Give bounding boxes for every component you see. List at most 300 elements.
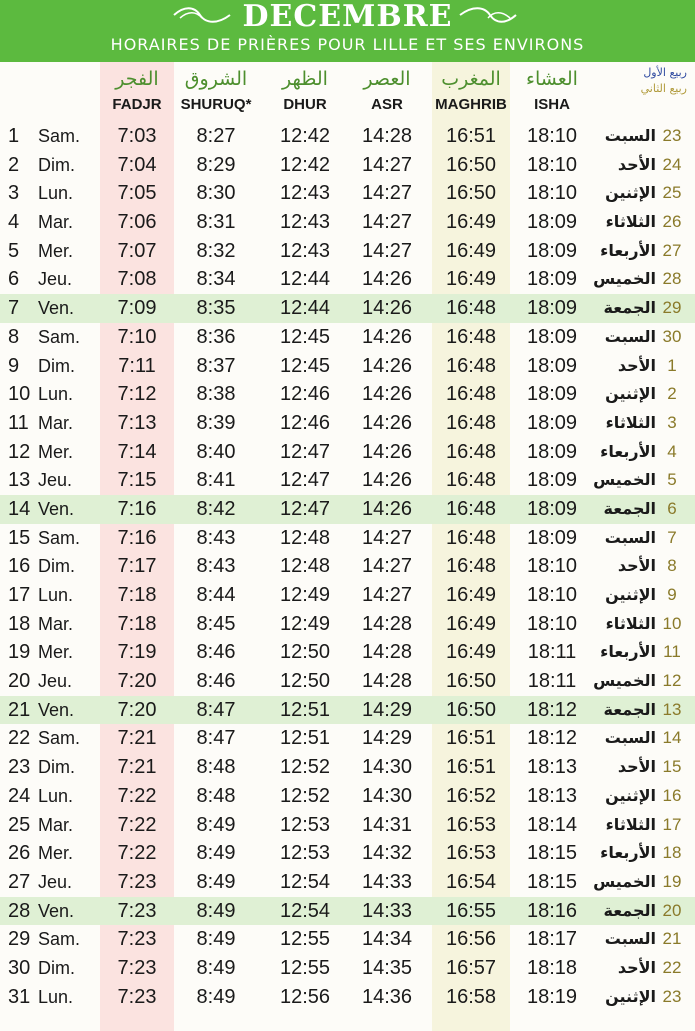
hijri-day: 25 — [662, 183, 682, 203]
maghrib-time: 16:57 — [445, 956, 497, 979]
maghrib-time: 16:48 — [445, 440, 497, 463]
hijri-day: 6 — [667, 498, 677, 518]
maghrib-time: 16:51 — [445, 125, 497, 147]
asr-time: 14:27 — [361, 239, 413, 262]
hijri-day: 27 — [662, 240, 682, 260]
maghrib-time: 16:50 — [445, 698, 497, 721]
shuruq-header: SHURUQ* — [180, 96, 252, 113]
maghrib-time: 16:50 — [445, 182, 497, 205]
asr-time: 14:31 — [361, 813, 413, 836]
shuruq-time: 8:27 — [196, 125, 236, 147]
shuruq-time: 8:49 — [196, 813, 236, 836]
maghrib-time: 16:53 — [445, 813, 497, 836]
fadjr-time: 7:23 — [117, 956, 157, 979]
weekday-arabic: الجمعة — [603, 699, 656, 719]
fadjr-time: 7:15 — [117, 469, 157, 492]
day-number: 20 — [8, 670, 31, 693]
fadjr-time: 7:23 — [117, 870, 157, 893]
fadjr-time: 7:17 — [117, 555, 157, 578]
hijri-day: 18 — [662, 843, 682, 863]
asr-time: 14:26 — [361, 383, 413, 406]
table-row — [0, 897, 695, 926]
dhur-time: 12:45 — [279, 325, 331, 348]
day-number: 17 — [8, 584, 31, 606]
table-row — [0, 294, 695, 323]
isha-time: 18:09 — [526, 268, 578, 291]
dhur-time: 12:43 — [279, 182, 331, 205]
weekday-arabic: الإثنين — [605, 585, 656, 604]
dhur-time: 12:51 — [279, 698, 331, 721]
hijri-day: 24 — [662, 154, 682, 174]
shuruq-header-ar: الشروق — [184, 68, 248, 90]
shuruq-time: 8:46 — [196, 670, 236, 693]
shuruq-time: 8:41 — [196, 469, 236, 492]
fadjr-time: 7:05 — [117, 182, 157, 205]
weekday: Mer. — [38, 642, 74, 663]
fadjr-time: 7:11 — [118, 354, 156, 377]
weekday: Mar. — [38, 212, 74, 233]
weekday: Jeu. — [38, 269, 73, 290]
table-row — [0, 753, 695, 782]
hijri-day: 11 — [663, 642, 681, 662]
asr-time: 14:36 — [361, 985, 413, 1008]
day-number: 3 — [8, 182, 20, 205]
maghrib-time: 16:53 — [445, 842, 497, 865]
dhur-time: 12:52 — [279, 784, 331, 807]
fadjr-time: 7:06 — [117, 211, 157, 234]
table-row — [0, 265, 695, 294]
dhur-time: 12:44 — [279, 268, 331, 291]
shuruq-time: 8:39 — [196, 411, 236, 434]
fadjr-time: 7:22 — [117, 784, 157, 807]
hijri-day: 15 — [662, 757, 682, 777]
dhur-time: 12:42 — [279, 153, 331, 176]
day-number: 6 — [8, 268, 20, 291]
weekday-arabic: الخميس — [593, 269, 656, 289]
day-number: 22 — [8, 727, 31, 750]
table-row — [0, 380, 695, 409]
hijri-day: 3 — [667, 412, 677, 432]
day-number: 26 — [8, 842, 31, 865]
dhur-time: 12:50 — [279, 641, 331, 664]
weekday: Jeu. — [38, 671, 73, 692]
header-banner — [0, 0, 695, 62]
weekday-arabic: الأربعاء — [600, 441, 656, 461]
isha-time: 18:09 — [526, 526, 578, 549]
fadjr-time: 7:20 — [117, 698, 157, 721]
weekday-arabic: الخميس — [593, 671, 656, 691]
shuruq-time: 8:35 — [196, 297, 236, 320]
dhur-time: 12:49 — [279, 584, 331, 606]
maghrib-time: 16:49 — [445, 268, 497, 291]
hijri-day: 5 — [667, 470, 677, 490]
dhur-header-ar: الظهر — [282, 68, 328, 90]
dhur-time: 12:50 — [279, 670, 331, 693]
asr-time: 14:26 — [361, 497, 413, 520]
fadjr-header: FADJR — [112, 96, 162, 113]
maghrib-time: 16:58 — [445, 985, 497, 1008]
weekday-arabic: الأحد — [617, 556, 656, 576]
month-title: DECEMBRE — [242, 0, 453, 34]
table-row — [0, 466, 695, 495]
table-row — [0, 438, 695, 467]
hijri-day: 23 — [662, 126, 682, 145]
weekday-arabic: الإثنين — [605, 183, 656, 203]
day-number: 1 — [8, 125, 20, 147]
maghrib-time: 16:49 — [445, 584, 497, 606]
fadjr-time: 7:16 — [117, 526, 157, 549]
day-number: 5 — [8, 239, 20, 262]
fadjr-time: 7:21 — [117, 756, 157, 779]
weekday: Ven. — [38, 900, 75, 921]
hijri-day: 14 — [662, 728, 682, 748]
maghrib-time: 16:48 — [445, 555, 497, 578]
fadjr-header-ar: الفجر — [115, 68, 159, 90]
day-number: 12 — [8, 440, 31, 463]
shuruq-time: 8:32 — [196, 239, 236, 262]
weekday: Lun. — [38, 585, 74, 605]
hijri-day: 22 — [662, 957, 682, 977]
dhur-time: 12:52 — [279, 756, 331, 779]
maghrib-time: 16:54 — [445, 870, 497, 893]
weekday-arabic: الخميس — [593, 470, 656, 490]
hijri-day: 17 — [662, 814, 682, 834]
shuruq-time: 8:43 — [196, 555, 236, 578]
dhur-time: 12:54 — [279, 870, 331, 893]
isha-time: 18:14 — [526, 813, 578, 836]
fadjr-time: 7:22 — [117, 842, 157, 865]
shuruq-time: 8:38 — [196, 383, 236, 406]
asr-time: 14:27 — [361, 584, 413, 606]
weekday: Jeu. — [38, 871, 73, 892]
maghrib-time: 16:49 — [445, 239, 497, 262]
hijri-day: 21 — [662, 929, 682, 949]
maghrib-time: 16:51 — [445, 727, 497, 750]
table-row — [0, 352, 695, 381]
table-row — [0, 237, 695, 266]
isha-time: 18:11 — [527, 670, 577, 693]
isha-time: 18:09 — [526, 239, 578, 262]
weekday: Mar. — [38, 814, 74, 835]
dhur-time: 12:55 — [279, 956, 331, 979]
day-number: 9 — [8, 354, 20, 377]
day-number: 30 — [8, 956, 31, 979]
isha-time: 18:12 — [526, 698, 578, 721]
table-row — [0, 638, 695, 667]
asr-time: 14:28 — [361, 612, 413, 635]
asr-time: 14:32 — [361, 842, 413, 865]
fadjr-time: 7:20 — [117, 670, 157, 693]
hijri-day: 30 — [662, 326, 682, 346]
dhur-time: 12:53 — [279, 813, 331, 836]
day-number: 31 — [8, 985, 31, 1008]
weekday: Lun. — [38, 183, 74, 204]
weekday: Dim. — [38, 556, 75, 577]
weekday: Jeu. — [38, 470, 73, 491]
day-number: 18 — [8, 612, 31, 635]
maghrib-time: 16:48 — [445, 325, 497, 348]
asr-time: 14:28 — [361, 125, 413, 147]
dhur-time: 12:47 — [279, 497, 331, 520]
shuruq-time: 8:30 — [196, 182, 236, 205]
asr-time: 14:29 — [361, 727, 413, 750]
asr-time: 14:27 — [361, 555, 413, 578]
dhur-time: 12:54 — [279, 899, 331, 922]
day-number: 23 — [8, 756, 31, 779]
asr-header: ASR — [371, 96, 403, 113]
day-number: 10 — [8, 383, 31, 406]
day-number: 28 — [8, 899, 31, 922]
isha-time: 18:18 — [526, 956, 578, 979]
weekday-arabic: الأحد — [617, 355, 656, 375]
dhur-time: 12:47 — [279, 440, 331, 463]
fadjr-time: 7:23 — [117, 899, 157, 922]
asr-time: 14:28 — [361, 641, 413, 664]
maghrib-header-ar: المغرب — [441, 68, 501, 90]
maghrib-time: 16:48 — [445, 497, 497, 520]
shuruq-time: 8:37 — [196, 354, 236, 377]
hijri-day: 2 — [667, 384, 677, 404]
weekday-arabic: الجمعة — [603, 900, 656, 920]
table-row — [0, 179, 695, 208]
table-row — [0, 954, 695, 983]
dhur-time: 12:49 — [279, 612, 331, 635]
dhur-time: 12:43 — [279, 239, 331, 262]
asr-time: 14:26 — [361, 325, 413, 348]
shuruq-time: 8:42 — [196, 497, 236, 520]
shuruq-time: 8:34 — [196, 268, 236, 291]
maghrib-time: 16:49 — [445, 641, 497, 664]
hijri-day: 1 — [667, 355, 677, 375]
shuruq-time: 8:47 — [196, 698, 236, 721]
hijri-day: 10 — [662, 613, 682, 633]
day-number: 19 — [8, 641, 31, 664]
isha-time: 18:17 — [526, 928, 578, 951]
hijri-day: 23 — [662, 986, 682, 1006]
isha-time: 18:09 — [526, 354, 578, 377]
shuruq-time: 8:43 — [196, 526, 236, 549]
weekday: Dim. — [38, 154, 75, 175]
dhur-time: 12:48 — [279, 555, 331, 578]
dhur-time: 12:47 — [279, 469, 331, 492]
weekday-arabic: الجمعة — [603, 498, 656, 518]
weekday-arabic: الجمعة — [603, 298, 656, 318]
isha-time: 18:13 — [526, 756, 578, 779]
asr-time: 14:27 — [361, 153, 413, 176]
shuruq-time: 8:44 — [196, 584, 236, 606]
maghrib-time: 16:50 — [445, 153, 497, 176]
hijri-day: 13 — [662, 699, 682, 719]
isha-header: ISHA — [534, 96, 570, 113]
asr-time: 14:28 — [361, 670, 413, 693]
weekday-arabic: الأحد — [617, 154, 656, 174]
maghrib-time: 16:48 — [445, 526, 497, 549]
isha-time: 18:09 — [526, 211, 578, 234]
asr-time: 14:27 — [361, 211, 413, 234]
weekday: Sam. — [38, 728, 81, 749]
asr-time: 14:33 — [361, 870, 413, 893]
weekday: Ven. — [38, 498, 75, 519]
weekday: Mer. — [38, 843, 74, 864]
weekday-arabic: الأربعاء — [600, 240, 656, 260]
maghrib-time: 16:48 — [445, 469, 497, 492]
fadjr-time: 7:03 — [117, 125, 157, 147]
weekday: Dim. — [38, 757, 75, 778]
isha-time: 18:10 — [526, 125, 578, 147]
day-number: 8 — [8, 325, 20, 348]
fadjr-time: 7:09 — [117, 297, 157, 320]
hijri-month-2: ربيع الثاني — [640, 82, 687, 95]
isha-time: 18:13 — [526, 784, 578, 807]
asr-time: 14:26 — [361, 469, 413, 492]
hijri-day: 19 — [662, 871, 682, 891]
shuruq-time: 8:48 — [196, 784, 236, 807]
dhur-time: 12:45 — [279, 354, 331, 377]
weekday: Mer. — [38, 240, 74, 261]
prayer-table — [0, 122, 695, 1011]
fadjr-time: 7:12 — [117, 383, 157, 406]
table-row — [0, 983, 695, 1012]
shuruq-time: 8:36 — [196, 325, 236, 348]
weekday-arabic: الأربعاء — [600, 642, 656, 662]
asr-time: 14:29 — [361, 698, 413, 721]
table-row — [0, 811, 695, 840]
shuruq-time: 8:49 — [196, 985, 236, 1008]
isha-time: 18:16 — [526, 899, 578, 922]
weekday-arabic: السبت — [604, 126, 656, 145]
weekday-arabic: الثلاثاء — [605, 814, 656, 834]
weekday: Sam. — [38, 326, 81, 347]
isha-time: 18:09 — [526, 297, 578, 320]
maghrib-time: 16:56 — [445, 928, 497, 951]
day-number: 24 — [8, 784, 31, 807]
fadjr-time: 7:22 — [117, 813, 157, 836]
maghrib-time: 16:49 — [445, 211, 497, 234]
weekday: Sam. — [38, 527, 81, 548]
table-row — [0, 581, 695, 610]
shuruq-time: 8:49 — [196, 956, 236, 979]
weekday: Ven. — [38, 699, 75, 720]
hijri-day: 12 — [662, 671, 682, 691]
day-number: 27 — [8, 870, 31, 893]
table-row — [0, 524, 695, 553]
shuruq-time: 8:40 — [196, 440, 236, 463]
fadjr-time: 7:18 — [117, 584, 157, 606]
hijri-day: 16 — [662, 785, 682, 805]
fadjr-time: 7:14 — [117, 440, 157, 463]
hijri-day: 29 — [662, 298, 682, 318]
table-row — [0, 409, 695, 438]
weekday-arabic: السبت — [604, 326, 656, 346]
fadjr-time: 7:13 — [117, 411, 157, 434]
dhur-time: 12:46 — [279, 383, 331, 406]
table-row — [0, 782, 695, 811]
isha-time: 18:10 — [526, 153, 578, 176]
shuruq-time: 8:49 — [196, 899, 236, 922]
fadjr-time: 7:19 — [117, 641, 157, 664]
fadjr-time: 7:08 — [117, 268, 157, 291]
asr-time: 14:27 — [361, 182, 413, 205]
weekday-arabic: الأربعاء — [600, 843, 656, 863]
maghrib-time: 16:51 — [445, 756, 497, 779]
weekday: Mar. — [38, 412, 74, 433]
fadjr-time: 7:18 — [117, 612, 157, 635]
asr-time: 14:26 — [361, 354, 413, 377]
weekday-arabic: الإثنين — [605, 384, 656, 404]
day-number: 25 — [8, 813, 31, 836]
weekday-arabic: الثلاثاء — [605, 212, 656, 232]
shuruq-time: 8:47 — [196, 727, 236, 750]
weekday-arabic: الأحد — [617, 957, 656, 977]
isha-time: 18:19 — [526, 985, 578, 1008]
hijri-day: 20 — [662, 900, 682, 920]
isha-time: 18:12 — [526, 727, 578, 750]
dhur-time: 12:55 — [279, 928, 331, 951]
table-row — [0, 925, 695, 954]
day-number: 4 — [8, 211, 20, 234]
fadjr-time: 7:16 — [117, 497, 157, 520]
weekday: Mar. — [38, 613, 74, 634]
shuruq-time: 8:49 — [196, 870, 236, 893]
asr-time: 14:27 — [361, 526, 413, 549]
weekday-arabic: الإثنين — [605, 785, 656, 805]
weekday: Lun. — [38, 384, 74, 405]
weekday: Ven. — [38, 298, 75, 319]
shuruq-time: 8:29 — [196, 153, 236, 176]
maghrib-time: 16:52 — [445, 784, 497, 807]
fadjr-time: 7:23 — [117, 985, 157, 1008]
isha-time: 18:11 — [527, 641, 577, 664]
fadjr-time: 7:04 — [117, 153, 157, 176]
weekday-arabic: السبت — [604, 929, 656, 949]
isha-time: 18:15 — [526, 870, 578, 893]
table-row — [0, 610, 695, 639]
isha-header-ar: العشاء — [526, 68, 578, 90]
hijri-day: 28 — [662, 269, 682, 289]
hijri-day: 7 — [667, 527, 677, 547]
weekday: Mer. — [38, 441, 74, 462]
isha-time: 18:10 — [526, 612, 578, 635]
asr-time: 14:30 — [361, 784, 413, 807]
table-row — [0, 208, 695, 237]
weekday: Sam. — [38, 929, 81, 950]
isha-time: 18:09 — [526, 469, 578, 492]
weekday-arabic: الإثنين — [605, 986, 656, 1006]
weekday-arabic: الأحد — [617, 757, 656, 777]
maghrib-time: 16:48 — [445, 383, 497, 406]
dhur-header: DHUR — [283, 96, 327, 113]
asr-time: 14:26 — [361, 411, 413, 434]
day-number: 21 — [8, 698, 31, 721]
isha-time: 18:09 — [526, 440, 578, 463]
maghrib-header: MAGHRIB — [435, 96, 507, 113]
asr-time: 14:35 — [361, 956, 413, 979]
weekday-arabic: الخميس — [593, 871, 656, 891]
table-row — [0, 667, 695, 696]
isha-time: 18:15 — [526, 842, 578, 865]
day-number: 16 — [8, 555, 31, 578]
hijri-day: 4 — [667, 441, 677, 461]
isha-time: 18:10 — [526, 584, 578, 606]
isha-time: 18:09 — [526, 411, 578, 434]
shuruq-time: 8:46 — [196, 641, 236, 664]
isha-time: 18:09 — [526, 325, 578, 348]
weekday: Dim. — [38, 957, 75, 978]
table-row — [0, 151, 695, 180]
maghrib-time: 16:49 — [445, 612, 497, 635]
asr-time: 14:33 — [361, 899, 413, 922]
dhur-time: 12:51 — [279, 727, 331, 750]
